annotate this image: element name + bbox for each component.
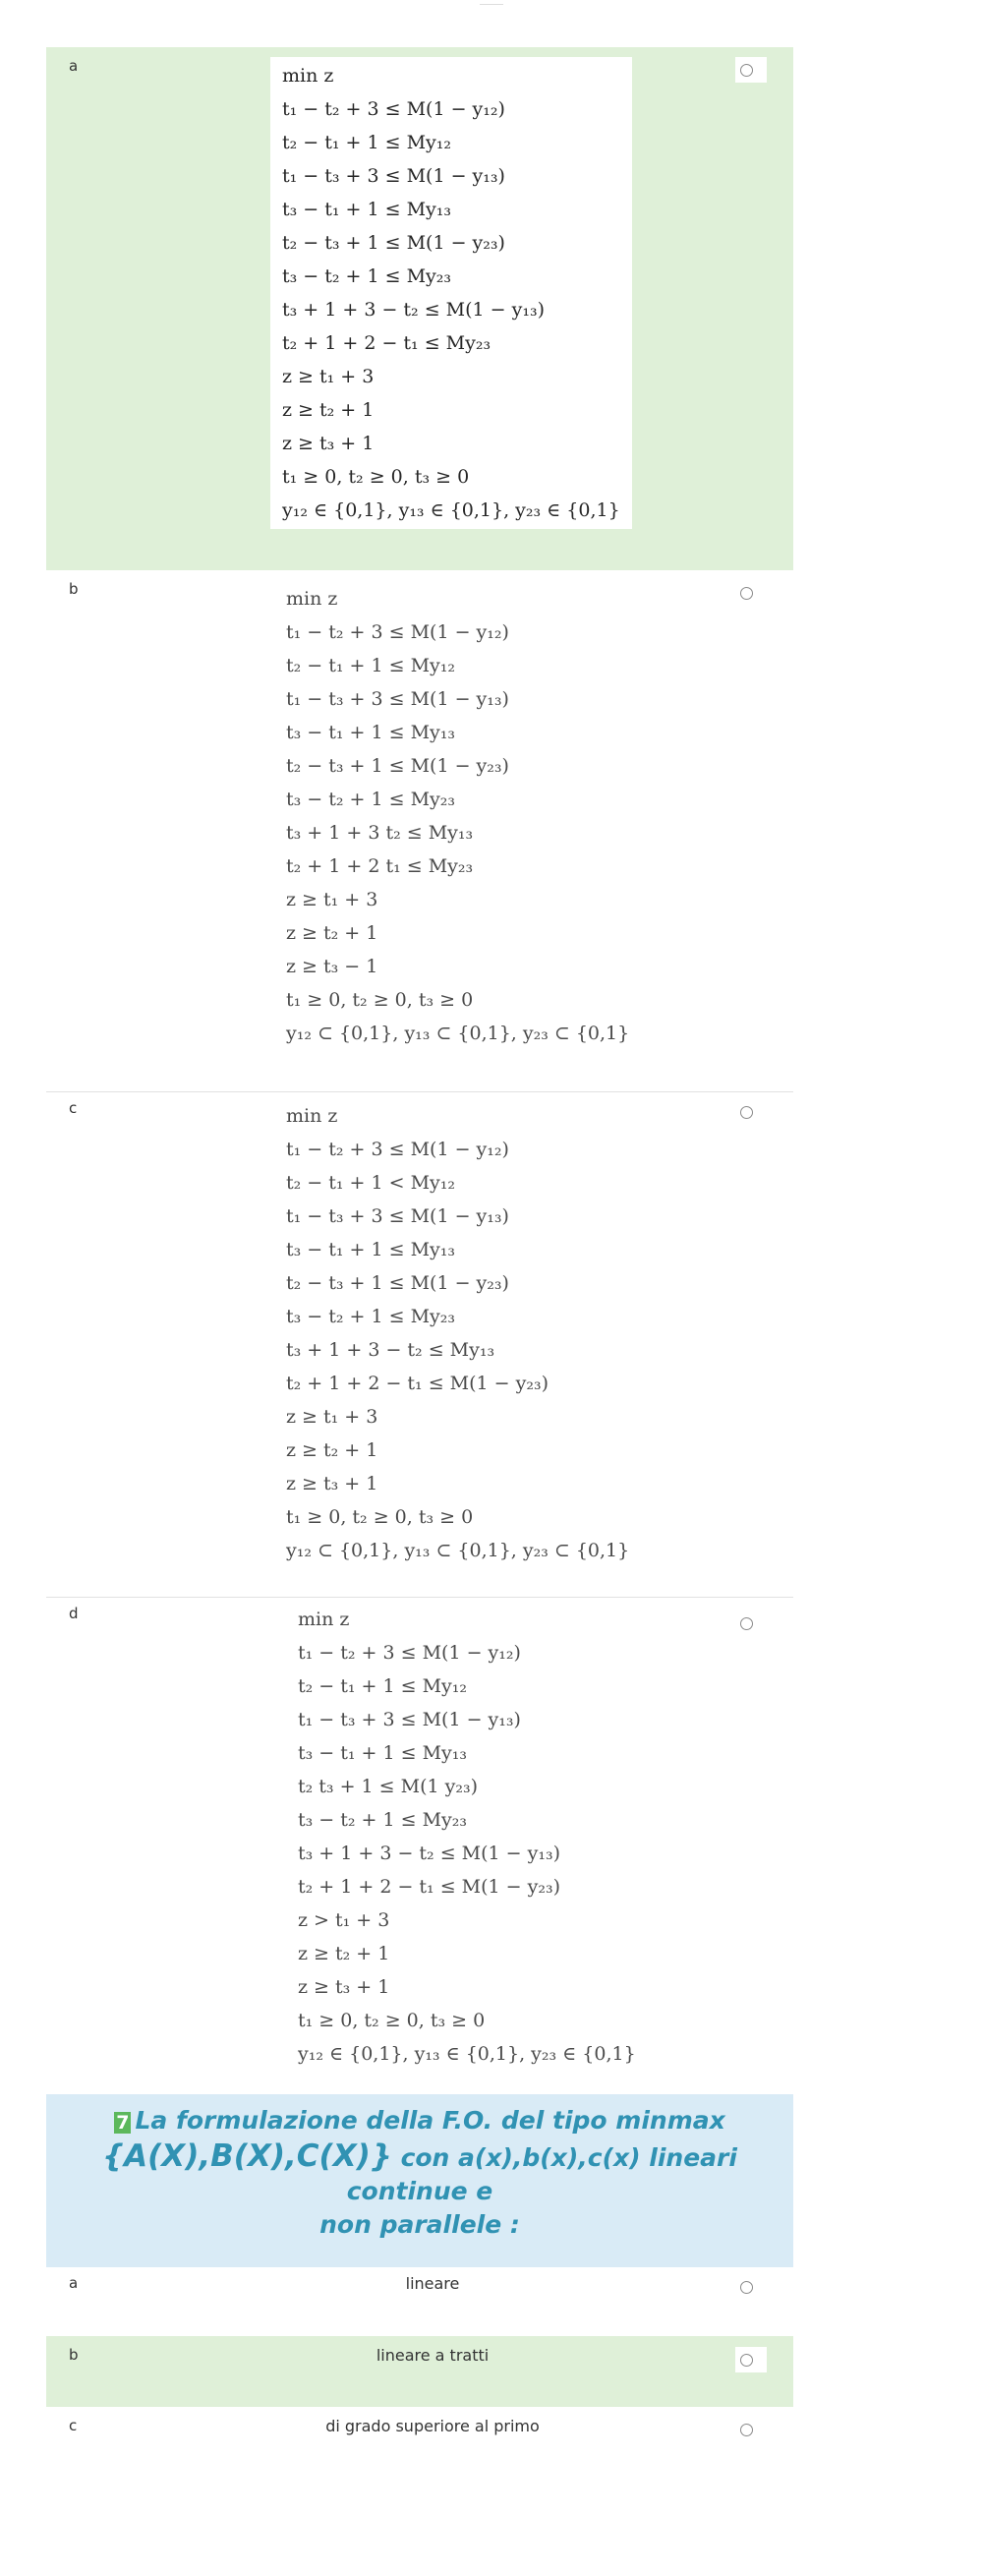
formula-line: y₁₂ ∈ {0,1}, y₁₃ ∈ {0,1}, y₂₃ ∈ {0,1} [282, 499, 620, 521]
formula-line: t₁ ≥ 0, t₂ ≥ 0, t₃ ≥ 0 [286, 989, 474, 1011]
formula-line: t₁ − t₂ + 3 ≤ M(1 − y₁₂) [286, 621, 509, 643]
formula-line: z ≥ t₃ + 1 [286, 1473, 378, 1494]
formula-line: t₁ − t₃ + 3 ≤ M(1 − y₁₃) [298, 1709, 521, 1730]
formula-a [270, 57, 632, 529]
formula-line: z ≥ t₃ + 1 [282, 433, 375, 454]
answer-text-b: lineare a tratti [376, 2346, 490, 2365]
formula-c [286, 1099, 629, 1567]
formula-line: t₁ ≥ 0, t₂ ≥ 0, t₃ ≥ 0 [282, 466, 470, 488]
formula-line: t₃ − t₂ + 1 ≤ My₂₃ [286, 789, 456, 810]
answer-letter-b: b [69, 2346, 79, 2364]
formula-line: min z [286, 1105, 338, 1127]
formula-line: t₁ ≥ 0, t₂ ≥ 0, t₃ ≥ 0 [298, 2010, 486, 2031]
formula-line: t₂ − t₁ + 1 ≤ My₁₂ [286, 655, 456, 676]
formula-line: t₃ − t₂ + 1 ≤ My₂₃ [286, 1306, 456, 1327]
formula-line: t₁ − t₂ + 3 ≤ M(1 − y₁₂) [298, 1642, 521, 1664]
answer-text-c: di grado superiore al primo [325, 2417, 540, 2435]
formula-d [298, 1603, 636, 2071]
formula-line: z > t₁ + 3 [298, 1909, 390, 1931]
option-letter-d: d [69, 1605, 79, 1622]
question-formula: {A(X),B(X),C(X)} [102, 2138, 392, 2174]
formula-line: t₃ + 1 + 3 − t₂ ≤ M(1 − y₁₃) [282, 299, 546, 321]
question-line2 [46, 2139, 793, 2208]
formula-line: t₃ + 1 + 3 t₂ ≤ My₁₃ [286, 822, 474, 844]
formula-line: z ≥ t₃ + 1 [298, 1976, 390, 1998]
radio-d[interactable] [740, 1617, 753, 1630]
formula-line: t₁ − t₂ + 3 ≤ M(1 − y₁₂) [286, 1139, 509, 1160]
radio-b[interactable] [740, 587, 753, 600]
formula-line: t₁ ≥ 0, t₂ ≥ 0, t₃ ≥ 0 [286, 1506, 474, 1528]
formula-line: t₃ − t₂ + 1 ≤ My₂₃ [282, 265, 452, 287]
formula-line: t₂ + 1 + 2 − t₁ ≤ M(1 − y₂₃) [298, 1876, 561, 1898]
formula-line: t₂ − t₁ + 1 ≤ My₁₂ [282, 132, 452, 153]
option-letter-b: b [69, 580, 79, 598]
formula-line: min z [286, 588, 338, 610]
formula-line: t₂ − t₁ + 1 ≤ My₁₂ [298, 1675, 468, 1697]
option-letter-a: a [69, 57, 79, 75]
formula-line: z ≥ t₂ + 1 [298, 1943, 390, 1964]
formula-line: t₂ + 1 + 2 − t₁ ≤ My₂₃ [282, 332, 492, 354]
formula-line: t₂ − t₃ + 1 ≤ M(1 − y₂₃) [282, 232, 505, 254]
formula-line: t₁ − t₂ + 3 ≤ M(1 − y₁₂) [282, 98, 505, 120]
formula-line: t₂ − t₃ + 1 ≤ M(1 − y₂₃) [286, 755, 509, 777]
question-line3: non parallele : [319, 2210, 520, 2239]
formula-line: z ≥ t₃ − 1 [286, 956, 378, 977]
formula-line: t₃ − t₁ + 1 ≤ My₁₃ [298, 1742, 468, 1764]
formula-line: y₁₂ ⊂ {0,1}, y₁₃ ⊂ {0,1}, y₂₃ ⊂ {0,1} [286, 1540, 630, 1561]
question-number: 7 [116, 2112, 130, 2134]
formula-line: z ≥ t₁ + 3 [282, 366, 375, 387]
answer-letter-a: a [69, 2274, 79, 2292]
formula-line: min z [282, 65, 334, 87]
formula-line: y₁₂ ∈ {0,1}, y₁₃ ∈ {0,1}, y₂₃ ∈ {0,1} [298, 2043, 636, 2065]
formula-b [286, 582, 629, 1050]
formula-line: z ≥ t₁ + 3 [286, 1406, 378, 1428]
formula-line: z ≥ t₂ + 1 [282, 399, 375, 421]
question-text-1: La formulazione della F.O. del tipo minmax [135, 2106, 725, 2135]
radio-answer-c[interactable] [740, 2424, 753, 2436]
formula-line: t₂ − t₃ + 1 ≤ M(1 − y₂₃) [286, 1272, 509, 1294]
formula-line: t₁ − t₃ + 3 ≤ M(1 − y₁₃) [282, 165, 505, 187]
formula-line: y₁₂ ⊂ {0,1}, y₁₃ ⊂ {0,1}, y₂₃ ⊂ {0,1} [286, 1023, 630, 1044]
question-header [46, 2094, 793, 2267]
formula-line: min z [298, 1609, 350, 1630]
top-separator-mark [480, 0, 503, 5]
radio-a[interactable] [740, 64, 753, 77]
question-text-2: con a(x),b(x),c(x) lineari continue e [346, 2143, 737, 2205]
formula-line: t₃ − t₂ + 1 ≤ My₂₃ [298, 1809, 468, 1831]
option-letter-c: c [69, 1099, 78, 1117]
formula-line: t₂ + 1 + 2 t₁ ≤ My₂₃ [286, 855, 474, 877]
formula-line: t₂ t₃ + 1 ≤ M(1 y₂₃) [298, 1776, 479, 1797]
question-line1 [46, 2104, 793, 2139]
formula-line: z ≥ t₂ + 1 [286, 1439, 378, 1461]
radio-answer-b[interactable] [740, 2354, 753, 2367]
formula-line: t₃ + 1 + 3 − t₂ ≤ My₁₃ [286, 1339, 495, 1361]
answer-letter-c: c [69, 2417, 78, 2434]
radio-answer-a[interactable] [740, 2281, 753, 2294]
radio-c[interactable] [740, 1106, 753, 1119]
answer-text-a: lineare [405, 2274, 460, 2293]
formula-line: t₁ − t₃ + 3 ≤ M(1 − y₁₃) [286, 1205, 509, 1227]
formula-line: t₃ + 1 + 3 − t₂ ≤ M(1 − y₁₃) [298, 1843, 561, 1864]
formula-line: z ≥ t₂ + 1 [286, 922, 378, 944]
formula-line: t₃ − t₁ + 1 ≤ My₁₃ [286, 722, 456, 743]
formula-line: t₂ − t₁ + 1 < My₁₂ [286, 1172, 456, 1194]
formula-line: t₃ − t₁ + 1 ≤ My₁₃ [282, 199, 452, 220]
formula-line: t₁ − t₃ + 3 ≤ M(1 − y₁₃) [286, 688, 509, 710]
formula-line: z ≥ t₁ + 3 [286, 889, 378, 910]
formula-line: t₂ + 1 + 2 − t₁ ≤ M(1 − y₂₃) [286, 1373, 549, 1394]
formula-line: t₃ − t₁ + 1 ≤ My₁₃ [286, 1239, 456, 1260]
